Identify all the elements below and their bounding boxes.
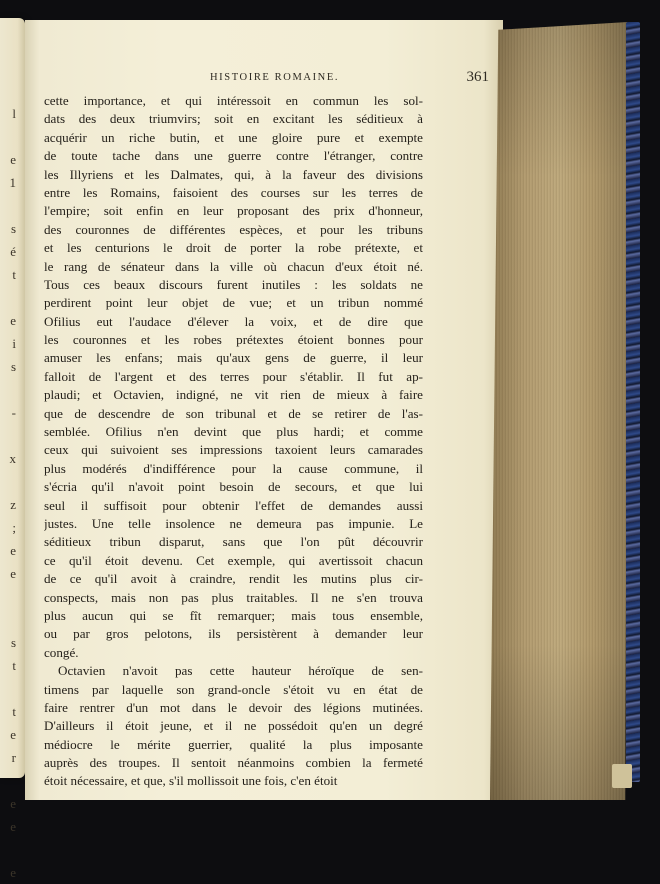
margin-letter xyxy=(4,470,16,493)
text-line: plaudi; et Octavien, indigné, ne vit rien de mieux à faire xyxy=(44,387,423,403)
margin-letter: e xyxy=(10,566,16,581)
margin-letter: e xyxy=(10,313,16,328)
book-page xyxy=(25,20,503,800)
margin-letter xyxy=(4,378,16,401)
page-stack-shadow xyxy=(490,22,628,800)
marbled-cover-edge xyxy=(626,22,640,782)
text-line: auprès des troupes. Il sentoit néanmoins combien la fermeté xyxy=(44,755,423,771)
text-line: médiocre le mérite guerrier, qualité la plus imposante xyxy=(44,736,423,752)
margin-letter: t xyxy=(12,704,16,719)
text-line: timens par laquelle son grand-oncle s'étoit vu en état de xyxy=(44,681,423,697)
body-text xyxy=(44,92,423,791)
text-line: plus aucun qui se fît remarquer; mais tous ensemble, xyxy=(44,607,423,623)
text-line: faire rentrer d'un mot dans le devoir des légions mutinées. xyxy=(44,699,423,715)
text-line: l'empire; soit enfin en leur proposant des prix d'honneur, xyxy=(44,203,423,219)
facing-page-margin-letters xyxy=(4,102,16,884)
margin-letter: 1 xyxy=(9,175,16,190)
margin-letter: e xyxy=(10,543,16,558)
margin-letter: r xyxy=(11,750,16,765)
margin-letter xyxy=(4,838,16,861)
text-line: amuser les enfans; mais qu'aux gens de guerre, il leur xyxy=(44,350,423,366)
running-head xyxy=(55,69,495,90)
text-line: cette importance, et qui intéressoit en commun les sol- xyxy=(44,93,423,108)
margin-letter xyxy=(4,125,16,148)
margin-letter xyxy=(4,769,16,792)
text-line: de toute tache dans une guerre contre l'étranger, contre xyxy=(44,148,423,164)
text-line: Tous ces beaux discours furent inutiles : les soldats ne xyxy=(44,276,423,292)
text-line: des couronnes de différentes espèces, et pour les tribuns xyxy=(44,221,423,237)
margin-letter: t xyxy=(12,267,16,282)
margin-letter: s xyxy=(10,221,16,236)
running-head-title: HISTOIRE ROMAINE. xyxy=(210,72,340,83)
margin-letter xyxy=(4,677,16,700)
text-line: de ce qu'il avoit à craindre, rendit les mutins plus cir- xyxy=(44,571,423,587)
margin-letter: e xyxy=(10,152,16,167)
text-line: falloit de l'argent et des terres pour s'établir. Il fut ap- xyxy=(44,368,423,384)
text-line: Octavien n'avoit pas cette hauteur héroïque de sen- xyxy=(58,663,423,679)
margin-letter: i xyxy=(12,336,16,351)
margin-letter: t xyxy=(12,658,16,673)
margin-letter: - xyxy=(11,405,16,420)
text-line: les couronnes et les robes prétextes étoient bonnes pour xyxy=(44,332,423,348)
text-line: congé. xyxy=(44,644,79,660)
margin-letter: x xyxy=(9,451,16,466)
page-number: 361 xyxy=(466,69,489,85)
text-line: conspects, mais non pas plus traitables. Il ne s'en trouva xyxy=(44,589,423,605)
margin-letter: z xyxy=(10,497,16,512)
margin-letter: e xyxy=(10,865,16,880)
cover-corner xyxy=(612,764,632,788)
text-line: ou par gros pelotons, ils persistèrent à demander leur xyxy=(44,626,423,642)
margin-letter: s xyxy=(10,359,16,374)
facing-page-left-edge xyxy=(0,18,25,880)
text-line: plus modérés d'indifférence pour la cause commune, il xyxy=(44,460,423,476)
margin-letter xyxy=(4,424,16,447)
margin-letter: s xyxy=(10,635,16,650)
text-line: seul il suffisoit pour obtenir l'effet de demandes aussi xyxy=(44,497,423,513)
text-line: justes. Une telle insolence ne demeura pas impunie. Le xyxy=(44,515,423,531)
margin-letter: é xyxy=(10,244,16,259)
text-line: ceux qui suivoient ses impressions taxoient leurs camarades xyxy=(44,442,423,458)
margin-letter: ; xyxy=(12,520,16,535)
text-line: le rang de sénateur dans la ville où chacun d'eux étoit né. xyxy=(44,258,423,274)
margin-letter xyxy=(4,608,16,631)
margin-letter: e xyxy=(10,796,16,811)
text-line: les Illyriens et les Dalmates, qui, à la faveur des divisions xyxy=(44,166,423,182)
margin-letter xyxy=(4,286,16,309)
margin-letter: e xyxy=(10,727,16,742)
text-line: entre les Romains, faisoient des courses sur les terres de xyxy=(44,184,423,200)
text-line: Ofilius eut l'audace d'élever la voix, et de dire que xyxy=(44,313,423,329)
text-line: D'ailleurs il étoit jeune, et il ne possédoit qu'en un degré xyxy=(44,718,423,734)
margin-letter xyxy=(4,194,16,217)
text-line: et les centurions le droit de porter la robe prétexte, et xyxy=(44,240,423,256)
text-line: ce qu'il étoit devenu. Cet exemple, qui avertissoit chacun xyxy=(44,552,423,568)
text-line: perdirent point leur objet de vue; et un tribun nommé xyxy=(44,295,423,311)
text-line: que de descendre de son tribunal et de se retirer de l'as- xyxy=(44,405,423,421)
text-line: acquérir un riche butin, et une gloire pure et exempte xyxy=(44,129,423,145)
margin-letter: e xyxy=(10,819,16,834)
text-line: séditieux tribun disparut, sans que l'on pût découvrir xyxy=(44,534,423,550)
text-line: étoit nécessaire, et que, s'il mollissoit une fois, c'en étoit xyxy=(44,773,338,789)
text-line: s'écria qu'il n'avoit point besoin de secours, et que lui xyxy=(44,479,423,495)
margin-letter xyxy=(4,585,16,608)
text-line: dats des deux triumvirs; soit en excitant les séditieux à xyxy=(44,111,423,127)
text-line: semblée. Ofilius n'en devint que plus hardi; et comme xyxy=(44,424,423,440)
margin-letter: l xyxy=(12,106,16,121)
